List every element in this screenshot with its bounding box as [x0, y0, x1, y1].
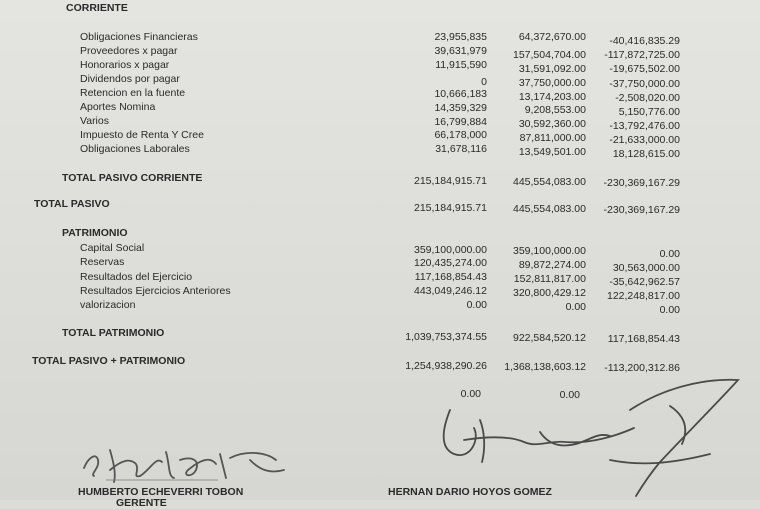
row-value-col3: -21,633,000.00: [609, 134, 680, 146]
row-value-col3: 18,128,615.00: [612, 148, 680, 160]
total-pasivo-patrimonio-col2: 1,368,138,603.12: [504, 361, 586, 373]
row-value-col1: 31,678,116: [435, 143, 487, 155]
row-value-col1: 14,359,329: [434, 102, 487, 114]
row-value-col1: 16,799,884: [434, 116, 487, 128]
row-label: Obligaciones Financieras: [80, 31, 198, 43]
total-pasivo-label: TOTAL PASIVO: [34, 198, 110, 210]
row-value-col1: 0: [481, 76, 487, 88]
row-value-col1: 11,915,590: [435, 59, 487, 71]
row-value-col3: -37,750,000.00: [609, 78, 680, 90]
row-value-col1: 10,666,183: [434, 88, 487, 100]
total-patrimonio-col1: 1,039,753,374.55: [405, 331, 487, 343]
total-pasivo-col1: 215,184,915.71: [414, 202, 487, 214]
signature-left-name: HUMBERTO ECHEVERRI TOBON: [78, 486, 244, 498]
total-patrimonio-col3: 117,168,854.43: [607, 333, 680, 345]
total-pasivo-corriente-label: TOTAL PASIVO CORRIENTE: [62, 172, 203, 184]
total-pasivo-patrimonio-label: TOTAL PASIVO + PATRIMONIO: [32, 355, 186, 367]
total-pasivo-corriente-col2: 445,554,083.00: [513, 176, 586, 188]
row-value-col3: 0.00: [659, 248, 680, 260]
total-pasivo-patrimonio-col1: 1,254,938,290.26: [405, 360, 487, 372]
total-patrimonio-col2: 922,584,520.12: [513, 332, 586, 344]
row-value-col2: 157,504,704.00: [513, 49, 586, 61]
row-value-col2: 13,549,501.00: [518, 146, 586, 158]
row-value-col1: 0.00: [466, 299, 487, 311]
row-value-col2: 30,592,360.00: [518, 118, 586, 130]
row-label: Varios: [80, 115, 109, 127]
signature-right-icon: [420, 370, 750, 500]
row-value-col3: -2,508,020.00: [615, 92, 680, 104]
row-value-col2: 31,591,092.00: [518, 63, 586, 75]
row-value-col2: 64,372,670.00: [518, 31, 586, 43]
section-heading-corriente: CORRIENTE: [66, 2, 128, 14]
row-label: Proveedores x pagar: [80, 45, 178, 57]
row-value-col1: 359,100,000.00: [414, 244, 487, 256]
row-value-col2: 320,800,429.12: [513, 287, 586, 299]
row-value-col2: 152,811,817.00: [513, 273, 586, 285]
row-label: Resultados del Ejercicio: [80, 271, 193, 283]
check-value-col1: 0.00: [460, 388, 481, 400]
row-value-col1: 120,435,274.00: [414, 257, 487, 269]
row-value-col3: -13,792,476.00: [609, 120, 680, 132]
row-label: Dividendos por pagar: [80, 73, 180, 85]
row-label: Aportes Nomina: [80, 101, 156, 113]
row-label: valorizacion: [80, 299, 136, 311]
row-label: Obligaciones Laborales: [80, 143, 190, 155]
row-value-col2: 87,811,000.00: [519, 132, 586, 144]
total-pasivo-col2: 445,554,083.00: [513, 203, 586, 215]
total-pasivo-col3: -230,369,167.29: [603, 204, 680, 216]
row-value-col2: 359,100,000.00: [513, 245, 586, 257]
row-label: Resultados Ejercicios Anteriores: [80, 285, 231, 297]
total-patrimonio-label: TOTAL PATRIMONIO: [62, 327, 165, 339]
section-heading-patrimonio: PATRIMONIO: [62, 227, 128, 239]
row-value-col2: 89,872,274.00: [518, 259, 586, 271]
row-value-col3: 5,150,776.00: [618, 106, 680, 118]
row-label: Reservas: [80, 256, 125, 268]
row-label: Capital Social: [80, 242, 145, 254]
row-value-col2: 37,750,000.00: [518, 77, 586, 89]
row-value-col1: 39,631,979: [434, 45, 487, 57]
row-label: Impuesto de Renta Y Cree: [80, 129, 204, 141]
check-value-col2: 0.00: [559, 389, 580, 401]
row-value-col3: -117,872,725.00: [604, 49, 680, 61]
row-label: Retencion en la fuente: [80, 87, 186, 99]
row-value-col3: 122,248,817.00: [607, 290, 680, 302]
signature-left-icon: [70, 430, 310, 490]
row-value-col1: 443,049,246.12: [414, 285, 487, 297]
total-pasivo-corriente-col3: -230,369,167.29: [603, 177, 680, 189]
row-value-col2: 0.00: [565, 301, 586, 313]
row-value-col1: 117,168,854.43: [414, 271, 487, 283]
row-value-col3: -40,416,835.29: [609, 35, 680, 47]
row-value-col3: -19,675,502.00: [609, 63, 680, 75]
total-pasivo-patrimonio-col3: -113,200,312.86: [604, 362, 680, 374]
row-value-col2: 13,174,203.00: [518, 91, 586, 103]
row-value-col3: -35,642,962.57: [609, 276, 680, 288]
total-pasivo-corriente-col1: 215,184,915.71: [414, 175, 487, 187]
signature-left-role: GERENTE: [116, 497, 167, 509]
row-label: Honorarios x pagar: [80, 59, 170, 71]
row-value-col3: 30,563,000.00: [612, 262, 680, 274]
row-value-col2: 9,208,553.00: [524, 104, 586, 116]
row-value-col1: 66,178,000: [434, 129, 487, 141]
row-value-col3: 0.00: [659, 304, 680, 316]
signature-right-name: HERNAN DARIO HOYOS GOMEZ: [388, 486, 552, 498]
row-value-col1: 23,955,835: [434, 31, 487, 43]
